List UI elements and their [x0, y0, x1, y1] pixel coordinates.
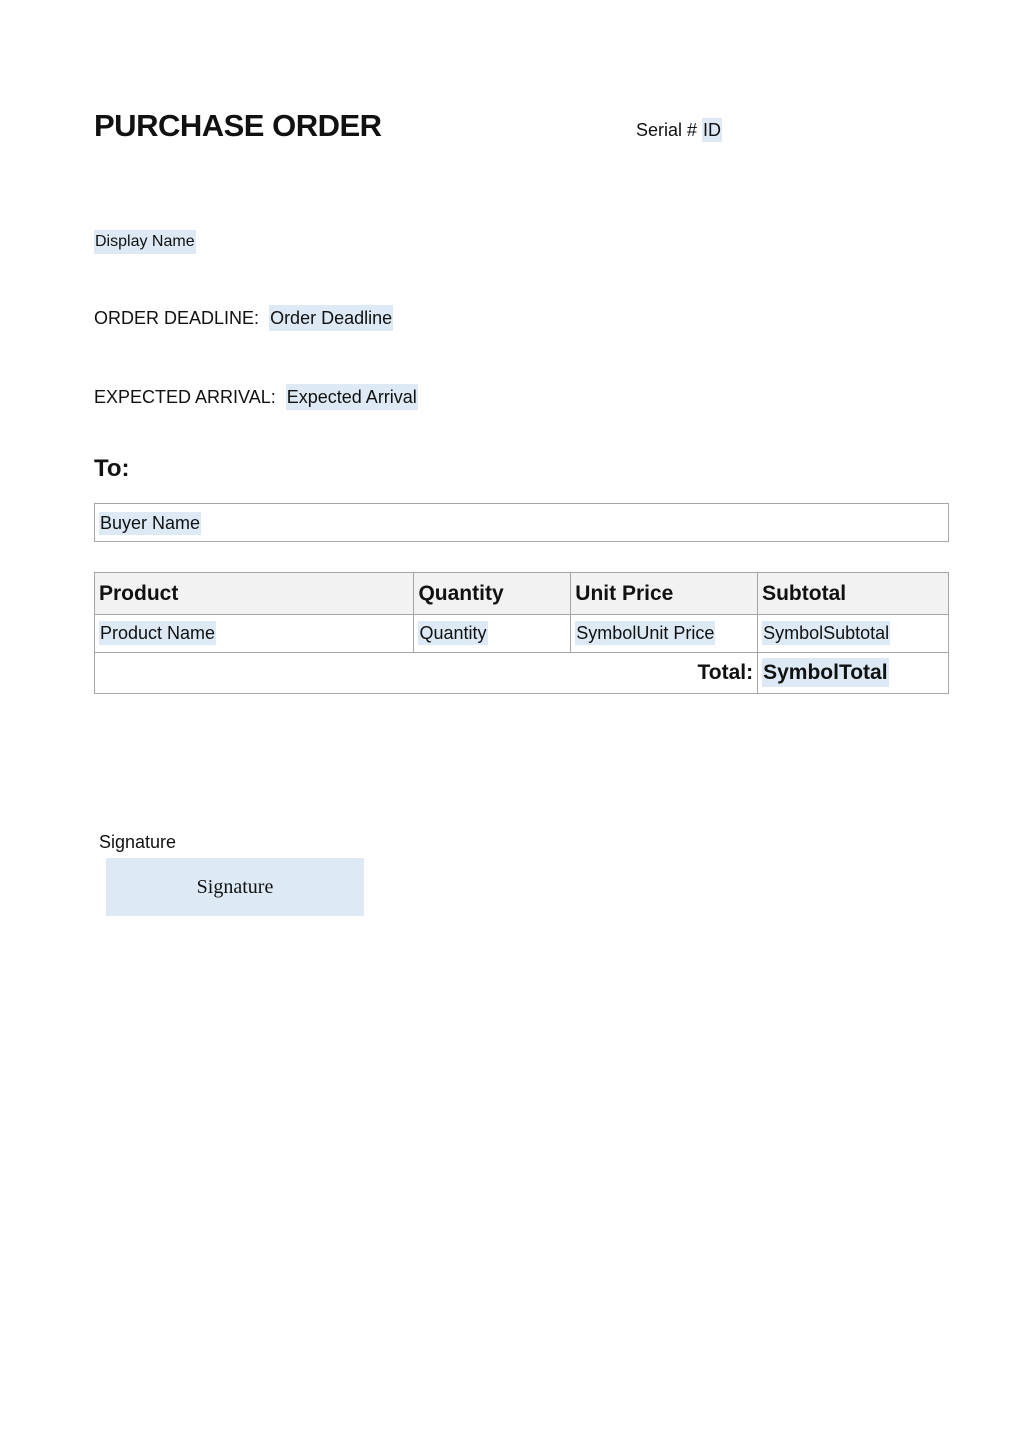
- product-name-field[interactable]: Product Name: [100, 623, 216, 643]
- quantity-field[interactable]: Quantity: [419, 623, 487, 643]
- display-name-field[interactable]: Display Name: [94, 230, 196, 254]
- buyer-name-field[interactable]: Buyer Name: [100, 513, 201, 533]
- total-row: [95, 653, 949, 694]
- cell-unit-price: [571, 615, 758, 653]
- document-title: PURCHASE ORDER: [94, 108, 382, 143]
- unit-price-field[interactable]: SymbolUnit Price: [576, 623, 715, 643]
- serial-label: Serial #: [636, 120, 698, 140]
- serial-id-field[interactable]: ID: [703, 120, 722, 140]
- cell-subtotal: [758, 615, 949, 653]
- buyer-box: [94, 503, 949, 542]
- expected-arrival-label: EXPECTED ARRIVAL:: [94, 387, 276, 407]
- order-deadline-field[interactable]: Order Deadline: [269, 305, 393, 331]
- expected-arrival-row: [94, 387, 418, 408]
- cell-product: [95, 615, 414, 653]
- order-deadline-label: ORDER DEADLINE:: [94, 308, 260, 328]
- cell-quantity: [414, 615, 571, 653]
- serial-number: [636, 120, 722, 141]
- total-field[interactable]: SymbolTotal: [762, 658, 888, 687]
- subtotal-field[interactable]: SymbolSubtotal: [763, 623, 890, 643]
- header-unit-price: Unit Price: [571, 573, 758, 615]
- items-table: [94, 572, 949, 694]
- order-deadline-row: [94, 308, 393, 329]
- table-header-row: [95, 573, 949, 615]
- signature-label: Signature: [99, 832, 177, 852]
- header-quantity: Quantity: [414, 573, 571, 615]
- total-label: Total:: [95, 653, 758, 694]
- signature-field[interactable]: Signature: [106, 858, 364, 916]
- expected-arrival-field[interactable]: Expected Arrival: [286, 384, 418, 410]
- table-row: [95, 615, 949, 653]
- header-product: Product: [95, 573, 414, 615]
- to-heading: To:: [94, 455, 130, 482]
- header-subtotal: Subtotal: [758, 573, 949, 615]
- cell-total: [758, 653, 949, 694]
